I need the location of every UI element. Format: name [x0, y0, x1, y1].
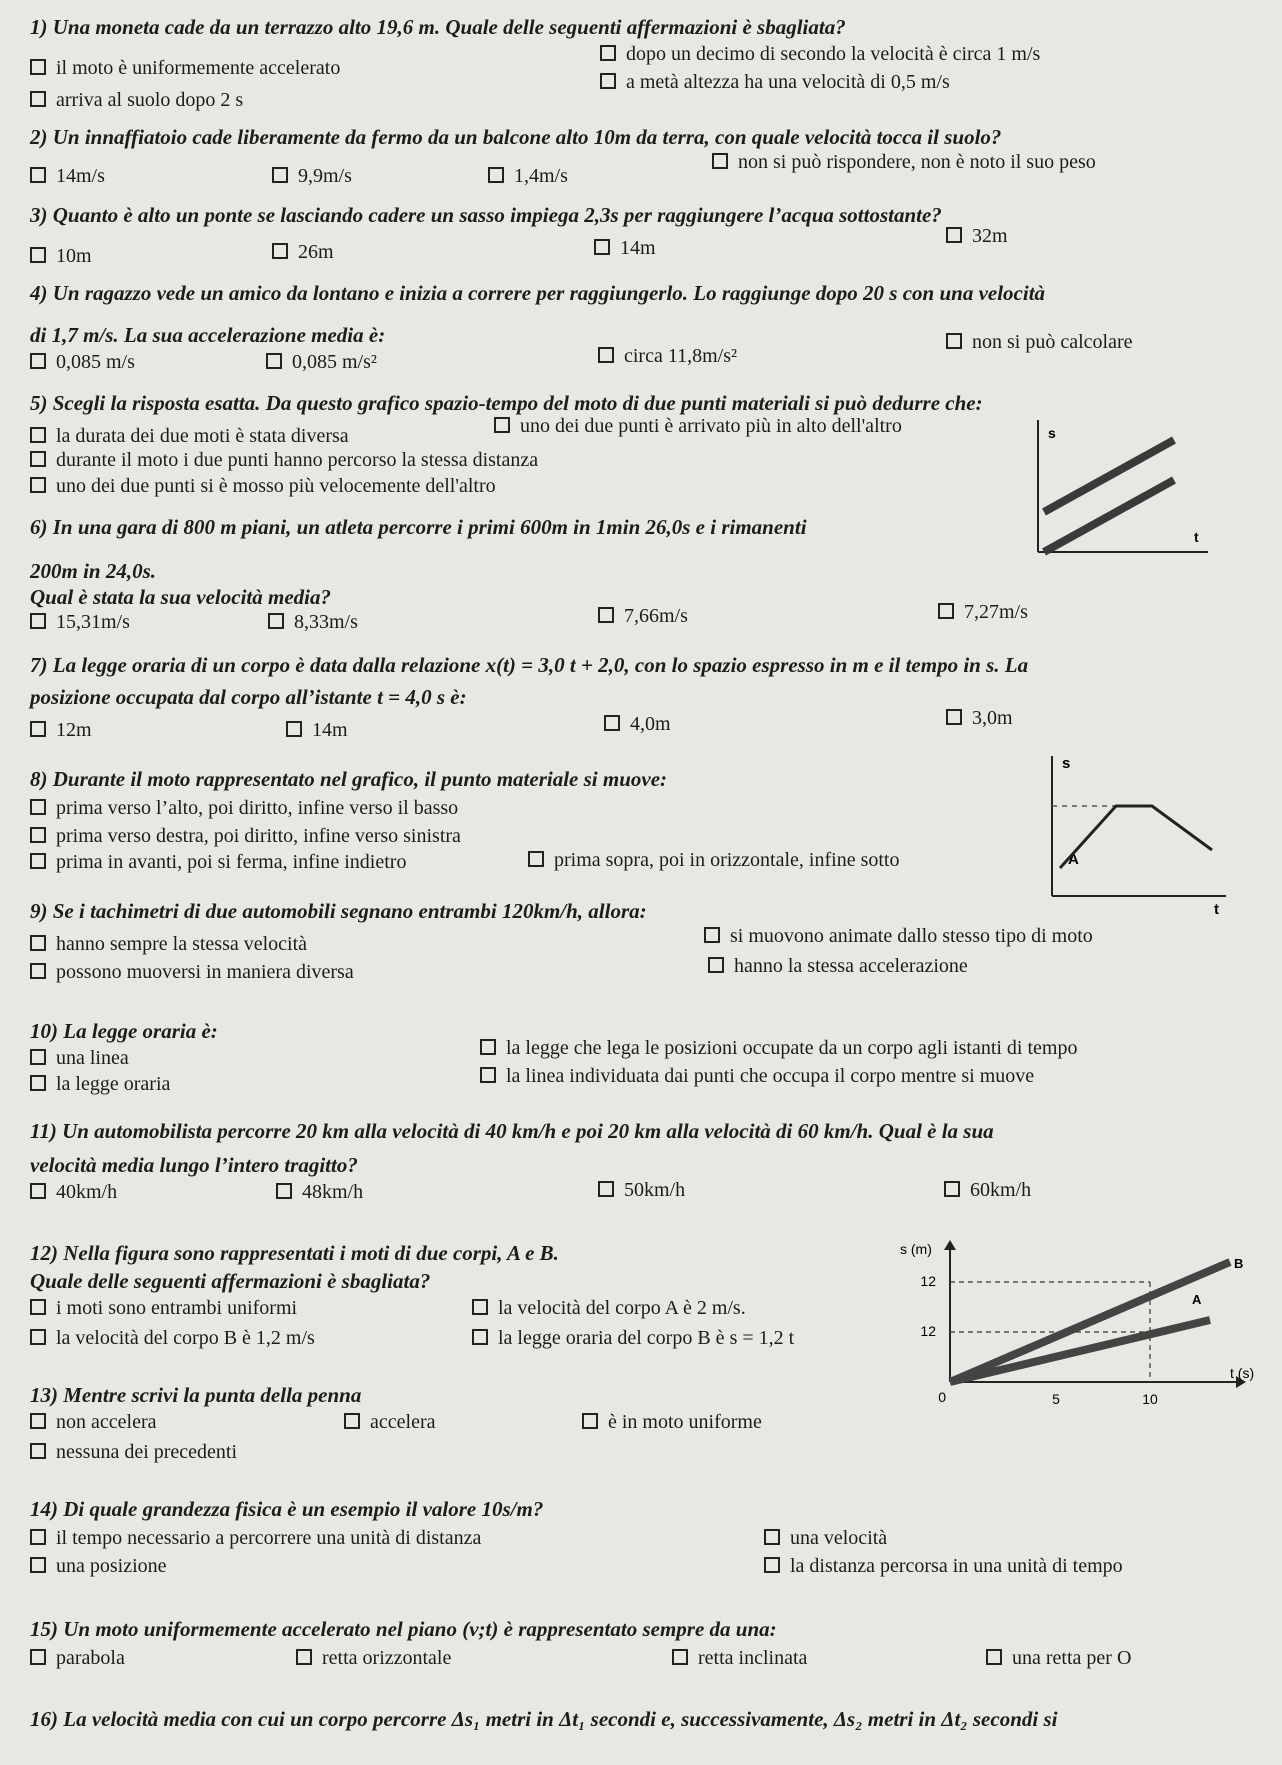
question-12-line-2: Quale delle seguenti affermazioni è sbagliata? [30, 1269, 431, 1293]
q5-option-b[interactable]: uno dei due punti è arrivato più in alto dell'altro [494, 414, 902, 438]
checkbox[interactable] [30, 247, 46, 263]
q2-option-a[interactable]: 14m/s [30, 164, 105, 188]
checkbox[interactable] [30, 935, 46, 951]
checkbox[interactable] [296, 1649, 312, 1665]
q15-option-d[interactable]: una retta per O [986, 1646, 1131, 1670]
question-7-line-1: 7) La legge oraria di un corpo è data dalla relazione x(t) = 3,0 t + 2,0, con lo spazio espresso in m e il tempo in s. La [30, 653, 1029, 677]
q9-option-b[interactable]: si muovono animate dallo stesso tipo di moto [704, 924, 1093, 948]
question-11-line-1: 11) Un automobilista percorre 20 km alla velocità di 40 km/h e poi 20 km alla velocità di 60 km/h. Qual è la sua [30, 1119, 994, 1143]
q8-option-c[interactable]: prima in avanti, poi si ferma, infine indietro [30, 850, 406, 874]
q5-option-d[interactable]: uno dei due punti si è mosso più velocemente dell'altro [30, 474, 496, 498]
checkbox[interactable] [30, 1529, 46, 1545]
q9-option-d[interactable]: hanno la stessa accelerazione [708, 954, 968, 978]
checkbox[interactable] [272, 243, 288, 259]
checkbox[interactable] [30, 451, 46, 467]
q13-option-b[interactable]: accelera [344, 1410, 435, 1434]
checkbox[interactable] [764, 1529, 780, 1545]
checkbox[interactable] [528, 851, 544, 867]
checkbox[interactable] [672, 1649, 688, 1665]
checkbox[interactable] [472, 1329, 488, 1345]
checkbox[interactable] [30, 1443, 46, 1459]
y-axis-label: s [1062, 755, 1071, 772]
q2-option-d[interactable]: non si può rispondere, non è noto il suo peso [712, 150, 1096, 174]
checkbox[interactable] [494, 417, 510, 433]
q5-option-a[interactable]: la durata dei due moti è stata diversa [30, 424, 349, 448]
q11-option-b[interactable]: 48km/h [276, 1180, 363, 1204]
q1-option-b[interactable]: dopo un decimo di secondo la velocità è circa 1 m/s [600, 42, 1040, 66]
question-13-text: 13) Mentre scrivi la punta della penna [30, 1383, 362, 1407]
y-tick-label: 12 [920, 1273, 936, 1289]
q4-option-c[interactable]: circa 11,8m/s² [598, 344, 737, 368]
question-10-text: 10) La legge oraria è: [30, 1019, 218, 1043]
point-a-label: A [1068, 851, 1079, 868]
q10-option-d[interactable]: la linea individuata dai punti che occupa il corpo mentre si muove [480, 1064, 1034, 1088]
checkbox[interactable] [30, 799, 46, 815]
q7-option-b[interactable]: 14m [286, 718, 348, 742]
checkbox[interactable] [272, 167, 288, 183]
q14-option-b[interactable]: una velocità [764, 1526, 887, 1550]
x-axis-label: t [1194, 529, 1199, 545]
checkbox[interactable] [268, 613, 284, 629]
question-6-line-1: 6) In una gara di 800 m piani, un atleta percorre i primi 600m in 1min 26,0s e i rimanenti [30, 515, 807, 539]
checkbox[interactable] [30, 91, 46, 107]
q7-option-c[interactable]: 4,0m [604, 712, 671, 736]
q5-option-c[interactable]: durante il moto i due punti hanno percorso la stessa distanza [30, 448, 538, 472]
checkbox[interactable] [944, 1181, 960, 1197]
checkbox[interactable] [708, 957, 724, 973]
checkbox[interactable] [600, 45, 616, 61]
question-4-line-1: 4) Un ragazzo vede un amico da lontano e inizia a correre per raggiungerlo. Lo raggiunge dopo 20 s con una velocità [30, 281, 1046, 305]
q11-option-c[interactable]: 50km/h [598, 1178, 685, 1202]
checkbox[interactable] [286, 721, 302, 737]
checkbox[interactable] [30, 477, 46, 493]
q2-option-b[interactable]: 9,9m/s [272, 164, 352, 188]
checkbox[interactable] [946, 227, 962, 243]
q8-option-a[interactable]: prima verso l’alto, poi diritto, infine verso il basso [30, 796, 458, 820]
motion-curve [1060, 806, 1212, 868]
q9-option-c[interactable]: possono muoversi in maniera diversa [30, 960, 354, 984]
checkbox[interactable] [30, 1557, 46, 1573]
q10-option-a[interactable]: una linea [30, 1046, 129, 1070]
x-tick-label: 5 [1052, 1391, 1060, 1407]
q14-option-d[interactable]: la distanza percorsa in una unità di tempo [764, 1554, 1123, 1578]
q12-motion-graph [900, 1230, 1272, 1410]
checkbox[interactable] [30, 1649, 46, 1665]
q1-option-d[interactable]: a metà altezza ha una velocità di 0,5 m/s [600, 70, 950, 94]
checkbox[interactable] [712, 153, 728, 169]
motion-line-2 [1044, 480, 1174, 552]
checkbox[interactable] [600, 73, 616, 89]
motion-line-1 [1044, 440, 1174, 512]
question-11-line-2: velocità media lungo l’intero tragitto? [30, 1153, 358, 1177]
q7-option-d[interactable]: 3,0m [946, 706, 1013, 730]
question-9-text: 9) Se i tachimetri di due automobili segnano entrambi 120km/h, allora: [30, 899, 647, 923]
q15-option-c[interactable]: retta inclinata [672, 1646, 807, 1670]
q7-option-a[interactable]: 12m [30, 718, 92, 742]
question-6-line-2: 200m in 24,0s. [30, 559, 157, 583]
q12-option-c[interactable]: la velocità del corpo B è 1,2 m/s [30, 1326, 315, 1350]
checkbox[interactable] [938, 603, 954, 619]
checkbox[interactable] [598, 607, 614, 623]
checkbox[interactable] [488, 167, 504, 183]
question-2-text: 2) Un innaffiatoio cade liberamente da fermo da un balcone alto 10m da terra, con quale velocità tocca il suolo? [30, 125, 1002, 149]
q3-option-c[interactable]: 14m [594, 236, 656, 260]
q15-option-a[interactable]: parabola [30, 1646, 125, 1670]
y-axis-arrow [944, 1240, 956, 1250]
x-axis-label: t (s) [1230, 1365, 1255, 1381]
question-1-text: 1) Una moneta cade da un terrazzo alto 19,6 m. Quale delle seguenti affermazioni è sbagliata? [30, 15, 846, 39]
checkbox[interactable] [30, 963, 46, 979]
checkbox[interactable] [30, 1299, 46, 1315]
q13-option-c[interactable]: è in moto uniforme [582, 1410, 762, 1434]
q8-option-d[interactable]: prima sopra, poi in orizzontale, infine sotto [528, 848, 899, 872]
y-tick-label: 12 [920, 1323, 936, 1339]
checkbox[interactable] [266, 353, 282, 369]
y-axis-label: s [1048, 425, 1056, 441]
question-8-text: 8) Durante il moto rappresentato nel grafico, il punto materiale si muove: [30, 767, 668, 791]
question-5-text: 5) Scegli la risposta esatta. Da questo grafico spazio-tempo del moto di due punti materiali si può dedurre che: [30, 391, 983, 415]
q4-option-d[interactable]: non si può calcolare [946, 330, 1133, 354]
q12-option-a[interactable]: i moti sono entrambi uniformi [30, 1296, 297, 1320]
checkbox[interactable] [764, 1557, 780, 1573]
q3-option-d[interactable]: 32m [946, 224, 1008, 248]
checkbox[interactable] [472, 1299, 488, 1315]
q4-option-a[interactable]: 0,085 m/s [30, 350, 135, 374]
q14-option-c[interactable]: una posizione [30, 1554, 167, 1578]
checkbox[interactable] [946, 333, 962, 349]
question-7-line-2: posizione occupata dal corpo all’istante t = 4,0 s è: [30, 685, 467, 709]
q15-option-b[interactable]: retta orizzontale [296, 1646, 451, 1670]
q6-option-d[interactable]: 7,27m/s [938, 600, 1028, 624]
checkbox[interactable] [30, 353, 46, 369]
checkbox[interactable] [598, 1181, 614, 1197]
q8-option-b[interactable]: prima verso destra, poi diritto, infine verso sinistra [30, 824, 461, 848]
question-12-line-1: 12) Nella figura sono rappresentati i moti di due corpi, A e B. [30, 1241, 559, 1265]
question-6-line-3: Qual è stata la sua velocità media? [30, 585, 331, 609]
checkbox[interactable] [30, 1329, 46, 1345]
q4-option-b[interactable]: 0,085 m/s² [266, 350, 377, 374]
q1-option-a[interactable]: il moto è uniformemente accelerato [30, 56, 340, 80]
q12-option-d[interactable]: la legge oraria del corpo B è s = 1,2 t [472, 1326, 794, 1350]
checkbox[interactable] [30, 167, 46, 183]
q3-option-a[interactable]: 10m [30, 244, 92, 268]
q9-option-a[interactable]: hanno sempre la stessa velocità [30, 932, 307, 956]
q13-option-a[interactable]: non accelera [30, 1410, 156, 1434]
checkbox[interactable] [30, 827, 46, 843]
q1-option-c[interactable]: arriva al suolo dopo 2 s [30, 88, 243, 112]
checkbox[interactable] [30, 1413, 46, 1429]
checkbox[interactable] [30, 721, 46, 737]
checkbox[interactable] [604, 715, 620, 731]
q14-option-a[interactable]: il tempo necessario a percorrere una unità di distanza [30, 1526, 481, 1550]
checkbox[interactable] [480, 1039, 496, 1055]
q3-option-b[interactable]: 26m [272, 240, 334, 264]
checkbox[interactable] [30, 613, 46, 629]
question-15-text: 15) Un moto uniformemente accelerato nel piano (v;t) è rappresentato sempre da una: [30, 1617, 777, 1641]
checkbox[interactable] [30, 59, 46, 75]
question-16-text: 16) La velocità media con cui un corpo percorre Δs₁ metri in Δt₁ secondi e, successivamente, Δs₂ metri in Δt₂ secondi si [30, 1707, 1058, 1731]
question-14-text: 14) Di quale grandezza fisica è un esempio il valore 10s/m? [30, 1497, 544, 1521]
q6-option-b[interactable]: 8,33m/s [268, 610, 358, 634]
y-axis-label: s (m) [900, 1241, 932, 1257]
checkbox[interactable] [946, 709, 962, 725]
q6-option-c[interactable]: 7,66m/s [598, 604, 688, 628]
q8-motion-graph [1040, 746, 1240, 918]
x-axis-label: t [1214, 901, 1219, 918]
q5-space-time-graph [1034, 416, 1212, 556]
checkbox[interactable] [30, 1183, 46, 1199]
x-tick-label: 0 [938, 1389, 946, 1405]
checkbox[interactable] [30, 1049, 46, 1065]
question-4-line-2: di 1,7 m/s. La sua accelerazione media è: [30, 323, 386, 347]
q12-option-b[interactable]: la velocità del corpo A è 2 m/s. [472, 1296, 746, 1320]
checkbox[interactable] [704, 927, 720, 943]
checkbox[interactable] [344, 1413, 360, 1429]
q10-option-b[interactable]: la legge che lega le posizioni occupate da un corpo agli istanti di tempo [480, 1036, 1077, 1060]
series-a-label: A [1192, 1292, 1202, 1307]
checkbox[interactable] [480, 1067, 496, 1083]
checkbox[interactable] [986, 1649, 1002, 1665]
q10-option-c[interactable]: la legge oraria [30, 1072, 170, 1096]
checkbox[interactable] [598, 347, 614, 363]
q13-option-d[interactable]: nessuna dei precedenti [30, 1440, 237, 1464]
q6-option-a[interactable]: 15,31m/s [30, 610, 130, 634]
x-tick-label: 10 [1142, 1391, 1158, 1407]
checkbox[interactable] [594, 239, 610, 255]
q2-option-c[interactable]: 1,4m/s [488, 164, 568, 188]
q11-option-d[interactable]: 60km/h [944, 1178, 1031, 1202]
question-3-text: 3) Quanto è alto un ponte se lasciando cadere un sasso impiega 2,3s per raggiungere l’acqua sottostante? [30, 203, 942, 227]
series-b-label: B [1234, 1256, 1244, 1271]
checkbox[interactable] [276, 1183, 292, 1199]
checkbox[interactable] [30, 427, 46, 443]
q11-option-a[interactable]: 40km/h [30, 1180, 117, 1204]
checkbox[interactable] [30, 1075, 46, 1091]
checkbox[interactable] [30, 853, 46, 869]
checkbox[interactable] [582, 1413, 598, 1429]
